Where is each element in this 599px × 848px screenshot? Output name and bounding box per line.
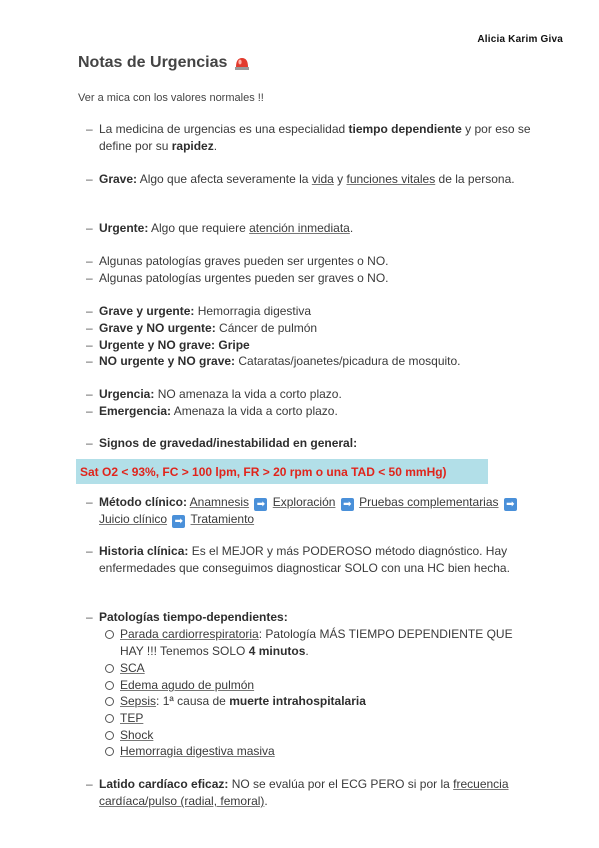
list-item: – Patologías tiempo-dependientes:	[86, 610, 288, 624]
arrow-right-icon: ➡	[254, 498, 267, 511]
list-item: – Grave y NO urgente: Cáncer de pulmón	[86, 321, 318, 335]
list-item: – Método clínico: Anamnesis ➡ Exploración ➡ Pruebas complementarias ➡ Juicio clínico ➡ Tratamiento	[86, 494, 546, 528]
list-item: – Latido cardíaco eficaz: NO se evalúa por el ECG PERO si por la frecuencia cardíaca/pulso (radial, femoral).	[86, 777, 509, 808]
sub-list-item: Parada cardiorrespiratoria: Patología MÁS TIEMPO DEPENDIENTE QUE HAY !!! Tenemos SOLO 4 minutos.	[105, 626, 525, 660]
arrow-right-icon: ➡	[504, 498, 517, 511]
vital-signs-alert: Sat O2 < 93%, FC > 100 lpm, FR > 20 rpm o una TAD < 50 mmHg)	[76, 459, 488, 484]
list-item: – Algunas patologías urgentes pueden ser graves o NO.	[86, 271, 389, 285]
list-item: – Algunas patologías graves pueden ser urgentes o NO.	[86, 254, 389, 268]
sub-list-item: Edema agudo de pulmón	[105, 677, 525, 694]
list-item: – NO urgente y NO grave: Cataratas/joanetes/picadura de mosquito.	[86, 354, 461, 368]
title-text: Notas de Urgencias	[78, 54, 228, 71]
list-item: – Urgente y NO grave: Gripe	[86, 338, 250, 352]
siren-icon	[233, 54, 251, 72]
list-item: – Urgencia: NO amenaza la vida a corto plazo.	[86, 387, 342, 401]
list-item: – Grave: Algo que afecta severamente la vida y funciones vitales de la persona.	[86, 172, 515, 186]
list-item: – Historia clínica: Es el MEJOR y más PODEROSO método diagnóstico. Hay enfermedades que conseguimos diagnosticar SOLO con una HC bien hecha.	[86, 544, 510, 575]
page-title	[78, 54, 251, 72]
author-name: Alicia Karim Giva	[477, 34, 563, 45]
sub-list-item: Hemorragia digestiva masiva	[105, 743, 525, 760]
sub-list-item: TEP	[105, 710, 525, 727]
list-item: – Grave y urgente: Hemorragia digestiva	[86, 304, 312, 318]
subtitle: Ver a mica con los valores normales !!	[78, 92, 264, 104]
list-item: – Signos de gravedad/inestabilidad en general:	[86, 436, 358, 450]
list-item: – Urgente: Algo que requiere atención inmediata.	[86, 221, 354, 235]
sub-list-item: SCA	[105, 660, 525, 677]
sub-list-item: Shock	[105, 727, 525, 744]
sub-list-item: Sepsis: 1ª causa de muerte intrahospitalaria	[105, 693, 525, 710]
list-item: – Emergencia: Amenaza la vida a corto plazo.	[86, 404, 338, 418]
arrow-right-icon: ➡	[172, 515, 185, 528]
list-item: – La medicina de urgencias es una especialidad tiempo dependiente y por eso se define por su rapidez.	[86, 122, 531, 153]
arrow-right-icon: ➡	[341, 498, 354, 511]
